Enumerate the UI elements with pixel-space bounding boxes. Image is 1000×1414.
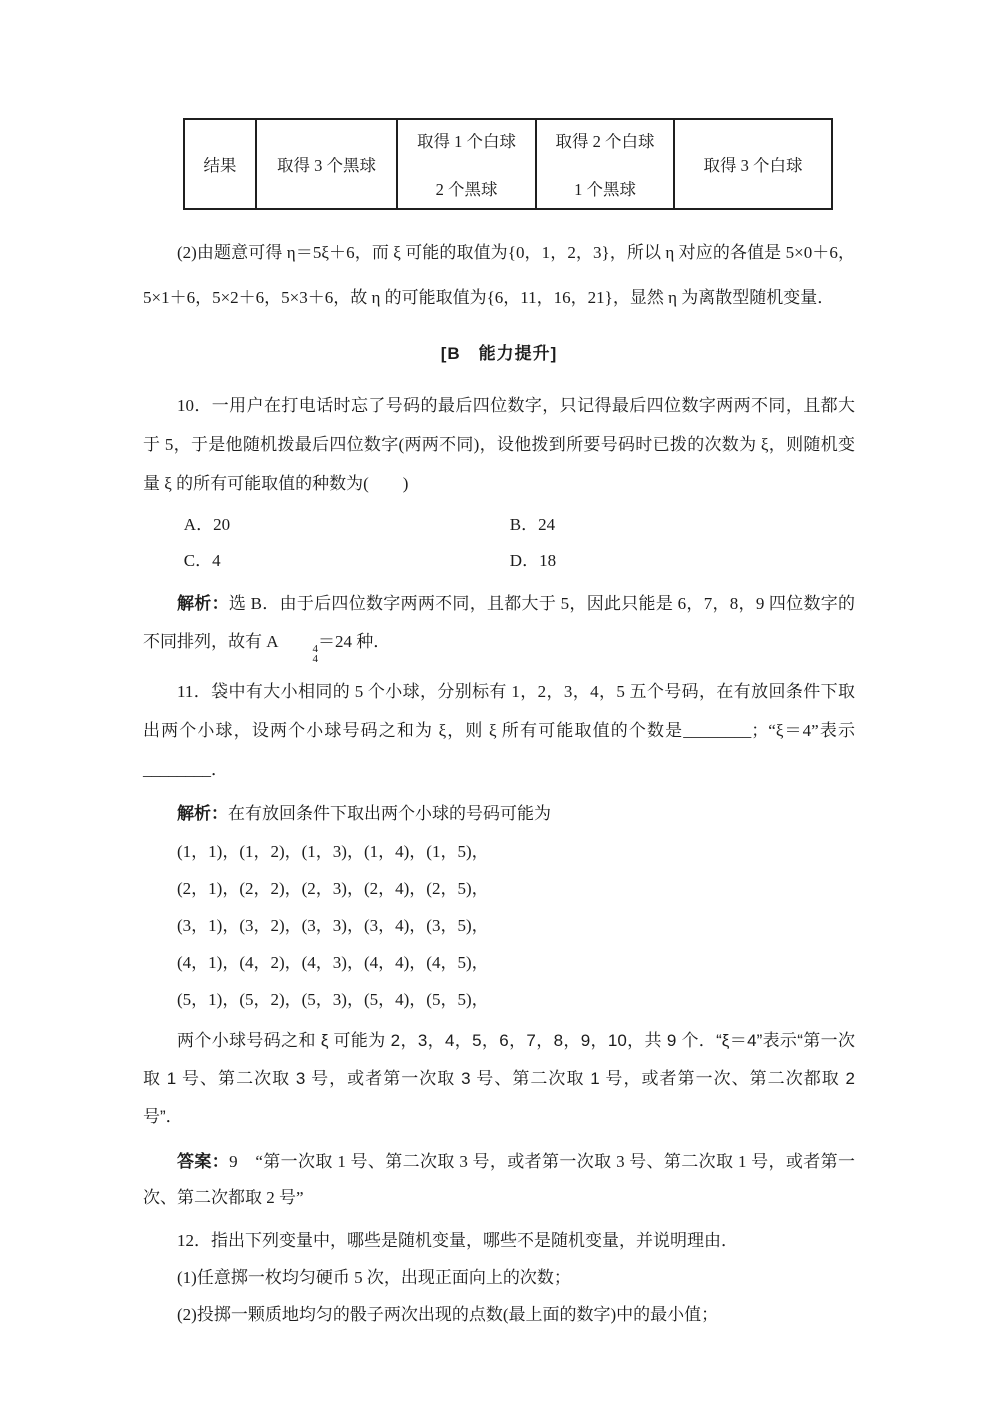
solution-text-pre: 选 B．由于后四位数字两两不同，且都大于 5，因此只能是 6，7，8，9 四位数字的不同排列，故有	[143, 594, 856, 651]
table-cell-line1: 取得 2 个白球	[555, 132, 655, 151]
table-cell-result	[184, 119, 256, 209]
solution-part2-paragraph: (2)由题意可得 η＝5ξ＋6，而 ξ 可能的取值为{0，1，2，3}，所以 η 对应的各值是 5×0＋6，5×1＋6，5×2＋6，5×3＋6，故 η 的可能取值为{6，11，16，21}，显然 η 为离散型随机变量．	[143, 243, 855, 307]
table-cell-3-black	[256, 119, 397, 209]
question-10-solution	[143, 585, 855, 664]
option-b: B．24	[509, 515, 556, 534]
question-12-item-1: (1)任意掷一枚均匀硬币 5 次，出现正面向上的次数；	[177, 1268, 571, 1287]
table-cell-line2: 1 个黑球	[574, 180, 636, 199]
option-c: C．4	[183, 551, 221, 570]
solution-intro-text: 在有放回条件下取出两个小球的号码可能为	[228, 804, 551, 823]
permutation-sub: 4	[312, 653, 319, 665]
pairs-row-2: (2，1)，(2，2)，(2，3)，(2，4)，(2，5)，	[177, 879, 489, 898]
answer-text: 9 “第一次取 1 号、第二次取 3 号，或者第一次取 3 号、第二次取 1 号，或者第一次、第二次都取 2 号”	[143, 1152, 856, 1207]
pairs-row-3: (3，1)，(3，2)，(3，3)，(3，4)，(3，5)，	[177, 916, 489, 935]
table-cell-line2: 2 个黑球	[435, 180, 498, 199]
table-row	[184, 119, 832, 209]
table-cell-3-black-label: 取得 3 个黑球	[277, 156, 376, 175]
permutation-formula	[266, 632, 319, 665]
permutation-base: A	[266, 632, 279, 651]
question-12-item-2: (2)投掷一颗质地均匀的骰子两次出现的点数(最上面的数字)中的最小值；	[177, 1305, 719, 1324]
pairs-row-4: (4，1)，(4，2)，(4，3)，(4，4)，(4，5)，	[177, 953, 489, 972]
solution-label: 解析：	[177, 804, 228, 823]
pairs-row-5: (5，1)，(5，2)，(5，3)，(5，4)，(5，5)，	[177, 990, 489, 1009]
pairs-row-1: (1，1)，(1，2)，(1，3)，(1，4)，(1，5)，	[177, 842, 489, 861]
table-cell-2white-1black	[536, 119, 674, 209]
table-cell-result-label: 结果	[203, 156, 237, 175]
solution-label: 解析：	[177, 594, 229, 613]
section-header-b: [B 能力提升]	[440, 344, 558, 363]
outcome-table	[183, 118, 833, 210]
table-cell-1white-2black	[397, 119, 536, 209]
question-12-text: 12．指出下列变量中，哪些是随机变量，哪些不是随机变量，并说明理由．	[177, 1231, 738, 1250]
question-11-solution-intro	[143, 795, 855, 833]
question-11-text: 11．袋中有大小相同的 5 个小球，分别标有 1，2，3，4，5 五个号码，在有放回条件下取出两个小球，设两个小球号码之和为 ξ，则 ξ 所有可能取值的个数是________；“ξ＝4”表示________．	[143, 682, 855, 779]
question-11-answer	[143, 1144, 855, 1216]
question-10-options	[143, 507, 855, 579]
table-cell-3-white-label: 取得 3 个白球	[703, 156, 803, 175]
table-cell-line1: 取得 1 个白球	[417, 132, 516, 151]
solution-text-post: ＝24 种．	[318, 632, 391, 651]
answer-label: 答案：	[177, 1152, 230, 1171]
option-d: D．18	[509, 551, 557, 570]
option-a: A．20	[183, 515, 231, 534]
question-11-solution-sum: 两个小球号码之和 ξ 可能为 2，3，4，5，6，7，8，9，10，共 9 个．“ξ＝4”表示“第一次取 1 号、第二次取 3 号，或者第一次取 3 号、第二次取 1 号，或者第一次、第二次都取 2 号”．	[143, 1031, 855, 1126]
question-10-text: 10．一用户在打电话时忘了号码的最后四位数字，只记得最后四位数字两两不同，且都大于 5，于是他随机拨最后四位数字(两两不同)，设他拨到所要号码时已拨的次数为 ξ，则随机变量 ξ 的所有可能取值的种数为( )	[143, 396, 855, 493]
table-cell-3-white	[674, 119, 832, 209]
permutation-sup: 4	[312, 643, 319, 655]
